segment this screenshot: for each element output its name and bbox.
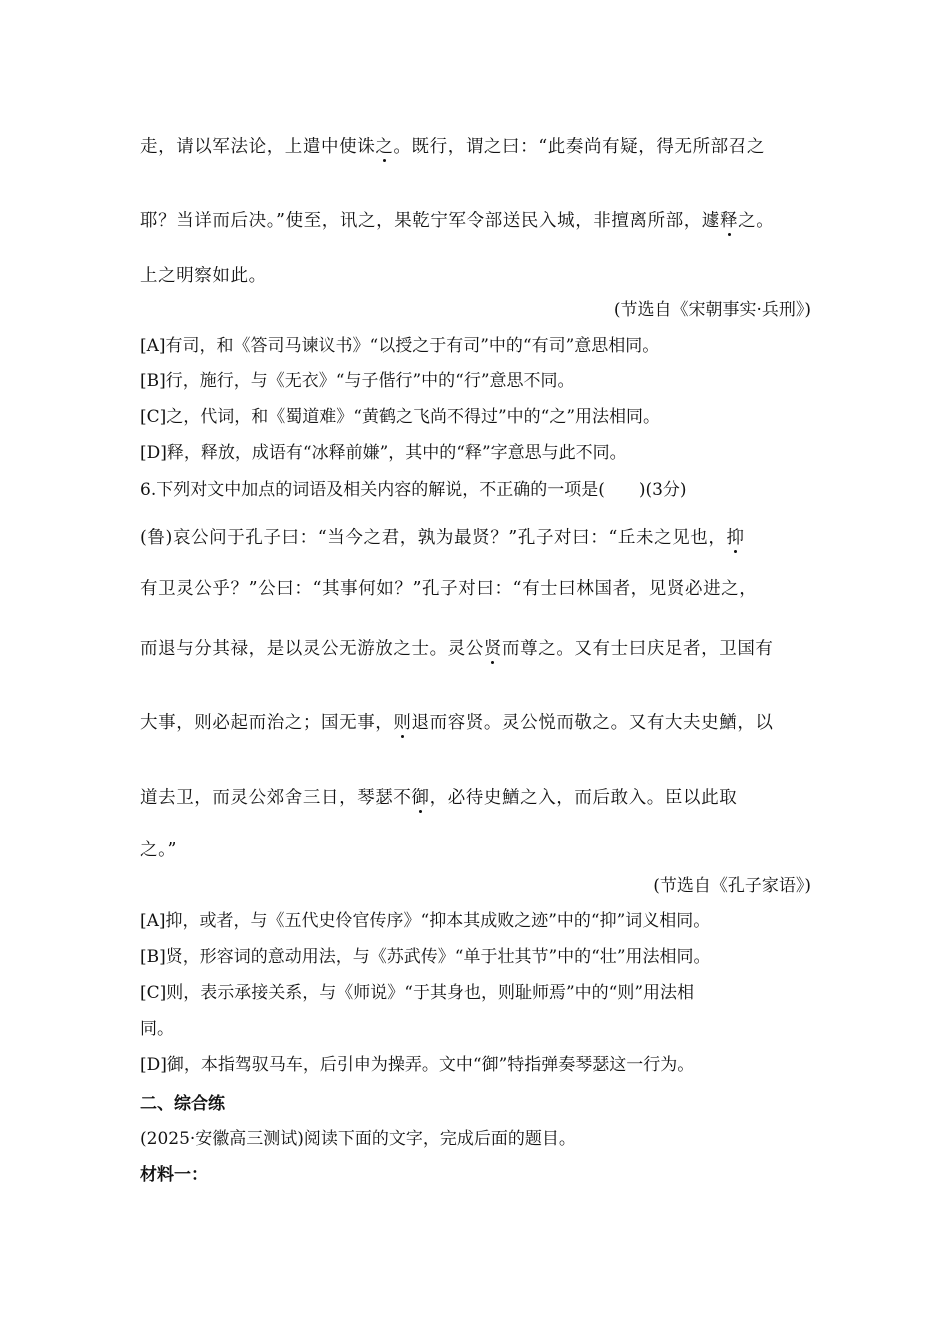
emphasis-dot-char: 贤 xyxy=(483,639,503,659)
text-run: 走，请以军法论，上遣中使诛 xyxy=(140,137,376,157)
option1-c: [C]之，代词，和《蜀道难》“黄鹤之飞尚不得过”中的“之”用法相同。 xyxy=(140,407,661,427)
option2-c-line2: 同。 xyxy=(140,1019,174,1039)
emphasis-dot-char: 则 xyxy=(393,713,412,733)
text-run: (鲁)哀公问于孔子曰：“当今之君，孰为最贤？”孔子对曰：“丘未之见也， xyxy=(140,528,727,548)
passage2-line4 xyxy=(140,711,820,735)
passage1-line3: 上之明察如此。 xyxy=(140,266,267,286)
passage1-line2 xyxy=(140,209,820,233)
option2-a: [A]抑，或者，与《五代史伶官传序》“抑本其成败之迹”中的“抑”词义相同。 xyxy=(140,911,711,931)
section-heading: 二、综合练 xyxy=(140,1094,225,1114)
passage1-source: (节选自《宋朝事实·兵刑》) xyxy=(613,300,811,320)
passage2-line1 xyxy=(140,526,820,550)
passage2-line2: 有卫灵公乎？”公曰：“其事何如？”孔子对曰：“有士曰林国者，见贤必进之， xyxy=(140,579,758,599)
passage2-source: (节选自《孔子家语》) xyxy=(653,876,811,896)
text-run: 之。 xyxy=(738,211,775,231)
text-run: 。既行，谓之曰：“此奏尚有疑，得无所部召之 xyxy=(393,137,765,157)
option2-c-line1: [C]则，表示承接关系，与《师说》“于其身也，则耻师焉”中的“则”用法相 xyxy=(140,983,695,1003)
passage1-line1 xyxy=(140,135,820,159)
emphasis-dot-char: 抑 xyxy=(726,528,745,548)
option1-a: [A]有司，和《答司马谏议书》“以授之于有司”中的“有司”意思相同。 xyxy=(140,336,660,356)
text-run: 而尊之。又有士曰庆足者，卫国有 xyxy=(502,639,774,659)
option2-d: [D]御，本指驾驭马车，后引申为操弄。文中“御”特指弹奏琴瑟这一行为。 xyxy=(140,1055,695,1075)
text-run: 退而容贤。灵公悦而敬之。又有大夫史鰌，以 xyxy=(411,713,774,733)
material-label: 材料一： xyxy=(140,1165,208,1185)
option1-b: [B]行，施行，与《无衣》“与子偕行”中的“行”意思不同。 xyxy=(140,371,575,391)
text-run: 道去卫，而灵公郊舍三日，琴瑟不 xyxy=(140,788,412,808)
text-run: 耶？当详而后决。”使至，讯之，果乾宁军令部送民入城，非擅离所部，遽 xyxy=(140,211,720,231)
text-run: 而退与分其禄，是以灵公无游放之士。灵公 xyxy=(140,639,484,659)
passage2-line5 xyxy=(140,786,820,810)
option2-b: [B]贤，形容词的意动用法，与《苏武传》“单于壮其节”中的“壮”用法相同。 xyxy=(140,947,711,967)
emphasis-dot-char: 之 xyxy=(375,137,394,157)
emphasis-dot-char: 御 xyxy=(411,788,430,808)
section-intro: (2025·安徽高三测试)阅读下面的文字，完成后面的题目。 xyxy=(140,1129,576,1149)
emphasis-dot-char: 释 xyxy=(720,211,739,231)
question-6: 6.下列对文中加点的词语及相关内容的解说，不正确的一项是( )(3分) xyxy=(140,480,687,500)
passage2-line6: 之。” xyxy=(140,840,177,860)
text-run: ，必待史鰌之入，而后敢入。臣以此取 xyxy=(429,788,738,808)
option1-d: [D]释，释放，成语有“冰释前嫌”，其中的“释”字意思与此不同。 xyxy=(140,443,627,463)
text-run: 大事，则必起而治之；国无事， xyxy=(140,713,394,733)
passage2-line3 xyxy=(140,637,820,661)
